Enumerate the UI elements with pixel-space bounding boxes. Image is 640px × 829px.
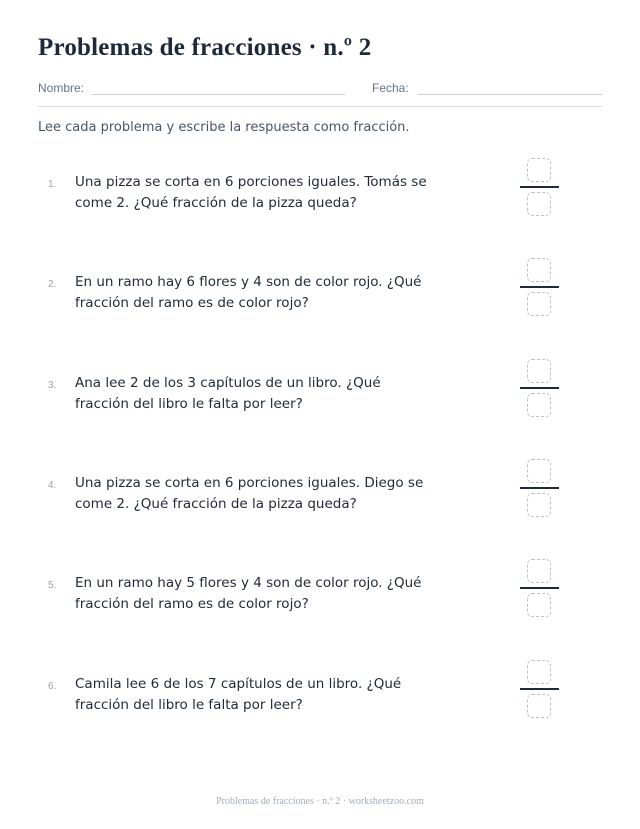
denominator-box[interactable]: [527, 694, 551, 718]
problem-number: 2.: [48, 279, 57, 290]
instructions: Lee cada problema y escribe la respuesta como fracción.: [38, 120, 410, 135]
fraction-answer: [520, 559, 560, 625]
date-field[interactable]: [418, 94, 602, 95]
numerator-box[interactable]: [527, 258, 551, 282]
problem-3: [0, 372, 640, 442]
problem-text: Una pizza se corta en 6 porciones iguales. Diego se come 2. ¿Qué fracción de la pizza queda?: [75, 475, 424, 512]
problem-5: [0, 572, 640, 642]
problem-number: 6.: [48, 681, 57, 692]
problem-text: En un ramo hay 5 flores y 4 son de color rojo. ¿Qué fracción del ramo es de color rojo?: [75, 575, 422, 612]
denominator-box[interactable]: [527, 493, 551, 517]
fraction-bar: [520, 587, 559, 589]
problem-number: 5.: [48, 580, 57, 591]
fraction-bar: [520, 688, 559, 690]
fraction-answer: [520, 459, 560, 525]
denominator-box[interactable]: [527, 393, 551, 417]
numerator-box[interactable]: [527, 660, 551, 684]
numerator-box[interactable]: [527, 158, 551, 182]
numerator-box[interactable]: [527, 359, 551, 383]
fraction-answer: [520, 158, 560, 224]
fraction-answer: [520, 359, 560, 425]
problem-number: 3.: [48, 380, 57, 391]
problem-text: Ana lee 2 de los 3 capítulos de un libro. ¿Qué fracción del libro le falta por leer?: [75, 375, 381, 412]
numerator-box[interactable]: [527, 559, 551, 583]
denominator-box[interactable]: [527, 593, 551, 617]
page-title: Problemas de fracciones · n.º 2: [38, 34, 372, 61]
denominator-box[interactable]: [527, 192, 551, 216]
denominator-box[interactable]: [527, 292, 551, 316]
problem-number: 1.: [48, 179, 57, 190]
problem-text: Camila lee 6 de los 7 capítulos de un libro. ¿Qué fracción del libro le falta por leer?: [75, 676, 402, 713]
name-field[interactable]: [92, 94, 345, 95]
problem-text: En un ramo hay 6 flores y 4 son de color rojo. ¿Qué fracción del ramo es de color rojo?: [75, 274, 422, 311]
problem-2: [0, 271, 640, 341]
problem-number: 4.: [48, 480, 57, 491]
fraction-bar: [520, 286, 559, 288]
fraction-answer: [520, 660, 560, 726]
header-divider: [38, 106, 602, 107]
problem-1: [0, 171, 640, 241]
fraction-bar: [520, 387, 559, 389]
fraction-bar: [520, 186, 559, 188]
fraction-bar: [520, 487, 559, 489]
fraction-answer: [520, 258, 560, 324]
date-label: Fecha:: [372, 81, 409, 95]
name-label: Nombre:: [38, 81, 85, 95]
page-footer: Problemas de fracciones · n.º 2 · worksheetzoo.com: [216, 796, 424, 807]
problem-6: [0, 673, 640, 743]
problem-4: [0, 472, 640, 542]
problem-text: Una pizza se corta en 6 porciones iguales. Tomás se come 2. ¿Qué fracción de la pizza queda?: [75, 174, 427, 211]
numerator-box[interactable]: [527, 459, 551, 483]
